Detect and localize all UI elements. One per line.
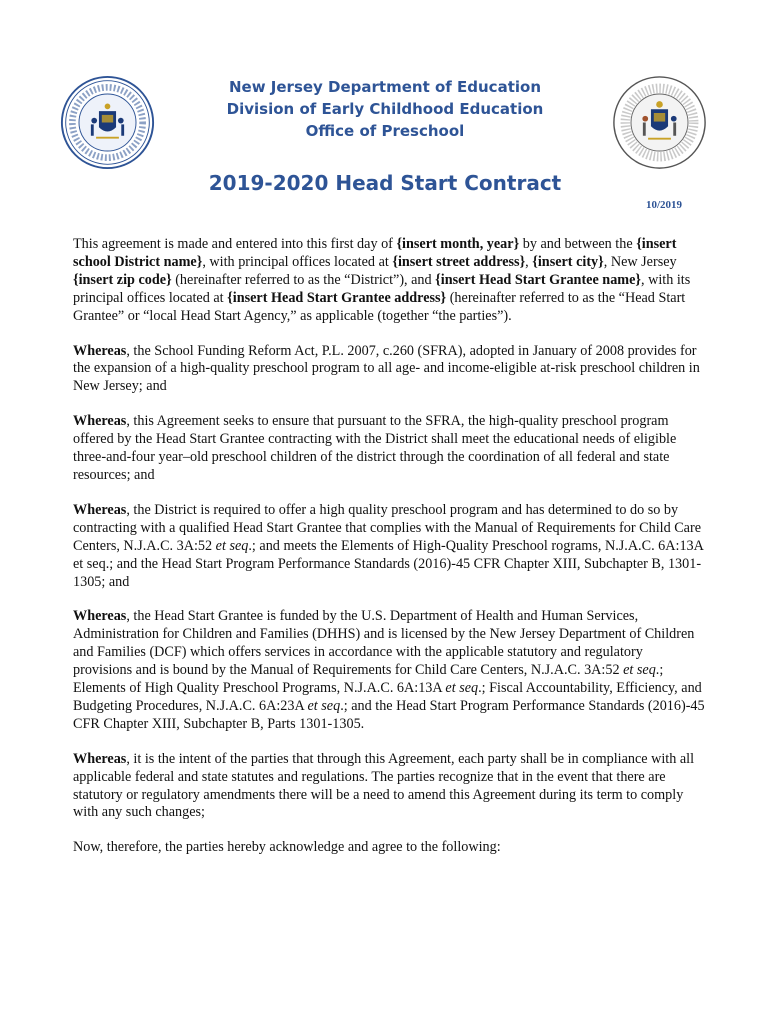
seal-emblem-icon [60,75,155,170]
header-office: Office of Preschool [305,122,465,140]
whereas-district-paragraph: Whereas, the District is required to offer a high quality preschool program and has determined to do so by contracting with a qualified Head Start Grantee that complies with the Manual of Requirements for Child Care Centers, N.J.A.C. 3A:52 et seq.; and meets the Elements of High-Quality Preschool rograms, N.J.A.C. 6A:13A et seq.; and the Head Start Program Performance Standards (2016)-45 CFR Chapter XIII, Subchapter B, 1301-1305; and [73,501,704,590]
nj-department-of-education-seal [60,75,155,170]
whereas-grantee-paragraph: Whereas, the Head Start Grantee is funded by the U.S. Department of Health and Human Services, Administration for Children and Families (DHHS) and is licensed by the New Jersey Department of Children and Families (DCF) which offers services in accordance with the applicable statutory and regulatory provisions and is bound by the Manual of Requirements for Child Care Centers, N.J.A.C. 3A:52 et seq.; Elements of High Quality Preschool Programs, N.J.A.C. 6A:13A et seq.; Fiscal Accountability, Efficiency, and Budgeting Procedures, N.J.A.C. 6A:23A et seq.; and the Head Start Program Performance Standards (2016)-45 CFR Chapter XIII, Subchapter B, Parts 1301-1305. [73,608,705,732]
whereas-sfra-paragraph: Whereas, the School Funding Reform Act, P.L. 2007, c.260 (SFRA), adopted in January of 2008 provides for the expansion of a high-quality preschool program to all age- and income-eligible at-risk preschool children in New Jersey; and [73,342,700,395]
seal-emblem-icon [612,75,707,170]
header-department: New Jersey Department of Education [228,78,541,96]
whereas-compliance-paragraph: Whereas, it is the intent of the parties that through this Agreement, each party shall be in compliance with all applicable federal and state statutes and regulations. The parties recognize that in the event that there are statutory or regulatory amendments there will be a need to amend this Agreement during its term to comply with any such changes; [73,750,695,821]
header-division: Division of Early Childhood Education [226,100,544,118]
now-therefore-paragraph: Now, therefore, the parties hereby acknowledge and agree to the following: [73,839,501,856]
whereas-agreement-paragraph: Whereas, this Agreement seeks to ensure that pursuant to the SFRA, the high-quality preschool program offered by the Head Start Grantee contracting with the District shall meet the educational needs of eligible three-and-four year–old preschool children of the district through the coordination of all federal and state resources; and [73,413,677,483]
revision-date: 10/2019 [645,199,682,211]
contract-body [73,236,705,874]
agency-header [175,76,595,142]
great-seal-of-new-jersey [612,75,707,170]
document-title: 2019-2020 Head Start Contract [208,171,562,195]
intro-paragraph: This agreement is made and entered into this first day of {insert month, year} by and between the {insert school District name}, with principal offices located at {insert street address}, {insert city}, New Jersey {insert zip code} (hereinafter referred to as the “District”), and {insert Head Start Grantee name}, with its principal offices located at {insert Head Start Grantee address} (hereinafter referred to as the “Head Start Grantee” or “local Head Start Agency,” as applicable (together “the parties”). [73,236,691,324]
